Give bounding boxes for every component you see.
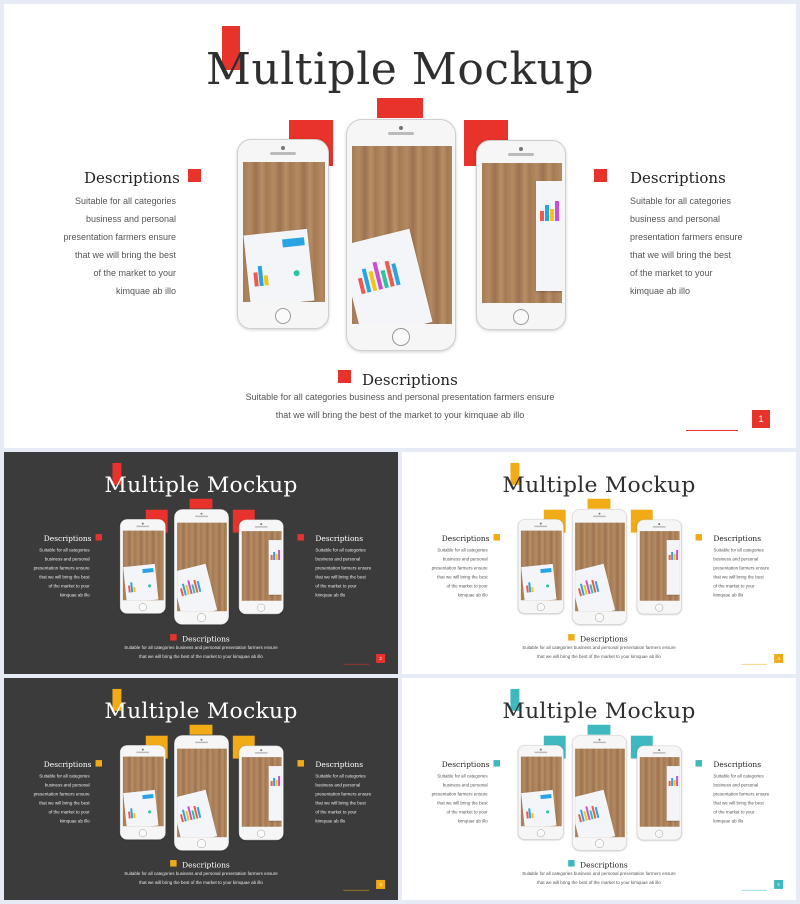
smartphone-mockup-icon <box>518 745 564 840</box>
accent-square <box>96 534 102 540</box>
camera-icon <box>599 739 601 741</box>
description-left-text: Suitable for all categories business and personal presentation farmers ensure that we will bring the best of the market to your kimquae ab illo <box>63 196 176 296</box>
accent-square <box>170 860 176 866</box>
slide-content <box>4 4 796 448</box>
speaker-icon <box>653 752 666 753</box>
phone-screen-image <box>640 531 680 601</box>
phone-screen-image <box>243 162 325 302</box>
slide-content <box>4 678 398 899</box>
speaker-icon <box>195 516 208 517</box>
home-button-icon <box>537 603 545 611</box>
accent-square <box>494 760 500 766</box>
description-bottom-heading: Descriptions <box>182 860 230 870</box>
home-button-icon <box>275 308 291 324</box>
description-left-text: Suitable for all categories business and personal presentation farmers ensure that we will bring the best of the market to your kimquae ab illo <box>33 773 90 824</box>
description-left-text: Suitable for all categories business and personal presentation farmers ensure that we will bring the best of the market to your kimquae ab illo <box>431 547 488 598</box>
smartphone-mockup-icon <box>572 509 627 624</box>
accent-square <box>190 725 213 735</box>
camera-icon <box>658 749 660 751</box>
slide-title: Multiple Mockup <box>502 697 696 724</box>
accent-square <box>568 634 574 640</box>
camera-icon <box>142 523 144 525</box>
slide-thumbnail-3[interactable] <box>402 452 796 674</box>
smartphone-mockup-icon <box>518 519 564 614</box>
accent-square <box>338 370 351 383</box>
accent-square <box>568 860 574 866</box>
page-number-badge: 1 <box>752 410 770 428</box>
home-button-icon <box>655 830 663 838</box>
camera-icon <box>201 513 203 515</box>
accent-square <box>594 169 607 182</box>
home-button-icon <box>595 613 604 622</box>
phone-screen-image <box>177 749 227 838</box>
slide-content <box>4 452 398 673</box>
accent-square <box>298 760 304 766</box>
description-bottom-heading: Descriptions <box>580 634 628 644</box>
description-left-heading: Descriptions <box>43 534 92 544</box>
phone-screen-image <box>242 531 282 601</box>
accent-square <box>170 634 176 640</box>
page-number-badge: 5 <box>774 880 783 889</box>
description-bottom-heading: Descriptions <box>182 634 230 644</box>
page-number-badge: 3 <box>774 654 783 663</box>
accent-square <box>696 534 702 540</box>
phone-screen-image <box>352 146 452 324</box>
smartphone-mockup-icon <box>346 119 456 351</box>
accent-square <box>190 499 213 509</box>
phone-screen-image <box>177 523 227 612</box>
slide-title: Multiple Mockup <box>205 44 595 95</box>
smartphone-mockup-icon <box>239 520 284 615</box>
slide-title: Multiple Mockup <box>502 471 696 498</box>
speaker-icon <box>388 132 414 135</box>
smartphone-mockup-icon <box>572 735 627 850</box>
description-left-heading: Descriptions <box>441 534 490 544</box>
camera-icon <box>281 146 285 150</box>
description-bottom-heading: Descriptions <box>580 860 628 870</box>
smartphone-mockup-icon <box>637 520 682 615</box>
accent-square <box>588 499 611 509</box>
description-right-text: Suitable for all categories business and personal presentation farmers ensure that we will bring the best of the market to your kimquae ab illo <box>713 547 770 598</box>
slide-thumbnail-4[interactable] <box>4 678 398 900</box>
accent-square <box>696 760 702 766</box>
accent-square <box>298 534 304 540</box>
home-button-icon <box>392 328 410 346</box>
camera-icon <box>260 749 262 751</box>
page-number-badge: 2 <box>376 654 385 663</box>
slide-content <box>402 452 796 673</box>
slide-thumbnail-5[interactable] <box>402 678 796 900</box>
page-divider <box>686 430 738 431</box>
home-button-icon <box>537 829 545 837</box>
accent-square <box>188 169 201 182</box>
description-right-text: Suitable for all categories business and personal presentation farmers ensure that we will bring the best of the market to your kimquae ab illo <box>630 196 743 296</box>
speaker-icon <box>534 526 547 527</box>
phone-screen-image <box>521 757 562 827</box>
phone-screen-image <box>575 523 625 612</box>
description-right-heading: Descriptions <box>315 534 364 544</box>
camera-icon <box>658 523 660 525</box>
speaker-icon <box>255 526 268 527</box>
phone-screen-image <box>575 749 625 838</box>
home-button-icon <box>139 829 147 837</box>
smartphone-mockup-icon <box>637 746 682 841</box>
phone-screen-image <box>482 163 562 303</box>
camera-icon <box>142 749 144 751</box>
home-button-icon <box>139 603 147 611</box>
slide-title: Multiple Mockup <box>104 697 298 724</box>
description-bottom-text: Suitable for all categories business and personal presentation farmers ensure that we will bring the best of the market to your kimquae ab illo <box>522 645 676 659</box>
description-right-heading: Descriptions <box>630 169 726 187</box>
smartphone-mockup-icon <box>174 509 229 624</box>
slide-thumbnail-2[interactable] <box>4 452 398 674</box>
smartphone-mockup-icon <box>239 746 284 841</box>
camera-icon <box>399 126 403 130</box>
home-button-icon <box>595 839 604 848</box>
description-bottom-text: Suitable for all categories business and personal presentation farmers ensure that we will bring the best of the market to your kimquae ab illo <box>124 871 278 885</box>
accent-square <box>494 534 500 540</box>
home-button-icon <box>655 604 663 612</box>
description-right-text: Suitable for all categories business and personal presentation farmers ensure that we will bring the best of the market to your kimquae ab illo <box>315 773 372 824</box>
description-bottom-text: Suitable for all categories business and personal presentation farmers ensure that we will bring the best of the market to your kimquae ab illo <box>124 645 278 659</box>
phone-screen-image <box>123 757 164 827</box>
home-button-icon <box>513 309 529 325</box>
slide-title: Multiple Mockup <box>104 471 298 498</box>
speaker-icon <box>593 516 606 517</box>
speaker-icon <box>255 752 268 753</box>
description-left-text: Suitable for all categories business and personal presentation farmers ensure that we will bring the best of the market to your kimquae ab illo <box>33 547 90 598</box>
description-right-text: Suitable for all categories business and personal presentation farmers ensure that we will bring the best of the market to your kimquae ab illo <box>315 547 372 598</box>
home-button-icon <box>197 839 206 848</box>
smartphone-mockup-icon <box>120 519 166 614</box>
description-left-heading: Descriptions <box>441 760 490 770</box>
camera-icon <box>540 523 542 525</box>
description-right-heading: Descriptions <box>713 760 762 770</box>
speaker-icon <box>534 752 547 753</box>
speaker-icon <box>508 153 534 156</box>
accent-square <box>96 760 102 766</box>
speaker-icon <box>593 742 606 743</box>
page-number-badge: 4 <box>376 880 385 889</box>
description-left-heading: Descriptions <box>84 169 180 187</box>
phone-screen-image <box>521 531 562 601</box>
description-left-heading: Descriptions <box>43 760 92 770</box>
speaker-icon <box>270 152 296 155</box>
camera-icon <box>201 739 203 741</box>
speaker-icon <box>136 526 149 527</box>
camera-icon <box>260 523 262 525</box>
home-button-icon <box>257 830 265 838</box>
phone-screen-image <box>123 531 164 601</box>
description-bottom-text: Suitable for all categories business and personal presentation farmers ensure that we will bring the best of the market to your kimquae ab illo <box>522 871 676 885</box>
slide-thumbnail-1[interactable] <box>4 4 796 448</box>
accent-square <box>588 725 611 735</box>
smartphone-mockup-icon <box>174 735 229 850</box>
smartphone-mockup-icon <box>476 140 566 330</box>
smartphone-mockup-icon <box>237 139 329 329</box>
accent-square <box>377 98 423 118</box>
home-button-icon <box>257 604 265 612</box>
speaker-icon <box>195 742 208 743</box>
home-button-icon <box>197 613 206 622</box>
camera-icon <box>540 749 542 751</box>
phone-screen-image <box>242 757 282 827</box>
smartphone-mockup-icon <box>120 745 166 840</box>
camera-icon <box>599 513 601 515</box>
camera-icon <box>519 147 523 151</box>
speaker-icon <box>136 752 149 753</box>
phone-screen-image <box>640 757 680 827</box>
description-bottom-heading: Descriptions <box>362 371 458 389</box>
speaker-icon <box>653 526 666 527</box>
description-left-text: Suitable for all categories business and personal presentation farmers ensure that we will bring the best of the market to your kimquae ab illo <box>431 773 488 824</box>
description-bottom-text: Suitable for all categories business and personal presentation farmers ensure that we will bring the best of the market to your kimquae ab illo <box>245 392 555 420</box>
slide-content <box>402 678 796 899</box>
description-right-heading: Descriptions <box>713 534 762 544</box>
description-right-text: Suitable for all categories business and personal presentation farmers ensure that we will bring the best of the market to your kimquae ab illo <box>713 773 770 824</box>
description-right-heading: Descriptions <box>315 760 364 770</box>
